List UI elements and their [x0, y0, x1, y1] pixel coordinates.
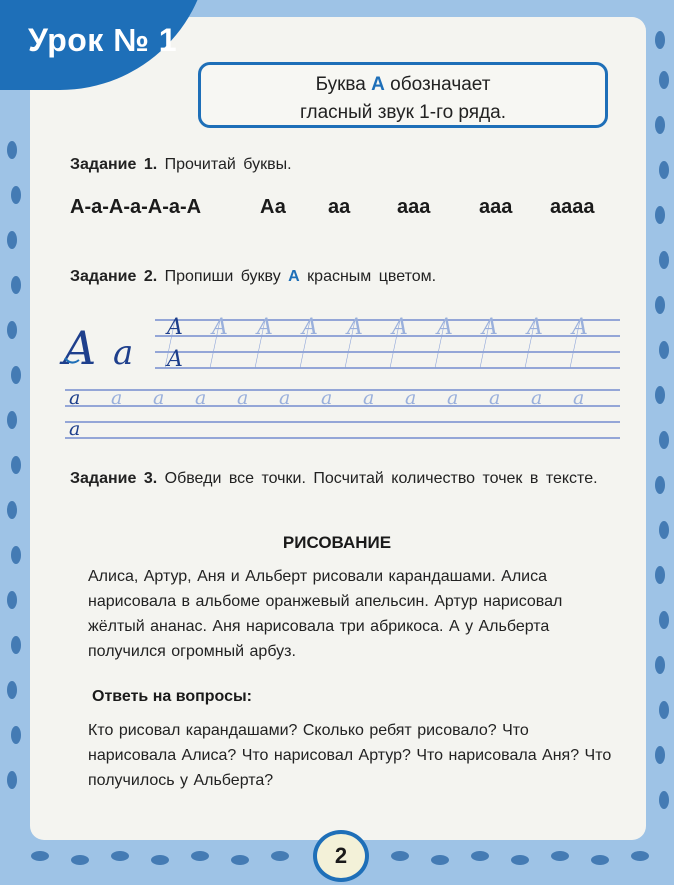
rule-line-2: гласный звук 1-го ряда.	[299, 102, 506, 123]
pattern-capital: A	[167, 315, 183, 340]
pattern-capital-trace: A	[482, 315, 498, 340]
rule-suffix: обозначает	[390, 74, 491, 95]
pattern-capital-trace: A	[302, 315, 318, 340]
task-3-text: Обведи все точки. Посчитай количество точек в тексте.	[164, 470, 598, 487]
pattern-capital-trace: A	[212, 315, 228, 340]
story-text: Алиса, Артур, Аня и Альберт рисовали карандашами. Алиса нарисовала в альбоме оранжевый апельсин. Артур нарисовал жёлтый ананас. Аня нарисовала три абрикоса. А у Альберта получился огромный арбуз.	[88, 568, 563, 660]
pattern-lower-trace: a	[447, 387, 459, 409]
pattern-lower: a	[69, 418, 81, 440]
rule-line-1	[201, 71, 605, 99]
cursive-lower-a: a	[113, 333, 134, 373]
pattern-capital-trace: A	[257, 315, 273, 340]
pattern-capital-trace: A	[392, 315, 408, 340]
pattern-capital-trace: A	[347, 315, 363, 340]
letters-item: аааа	[550, 196, 595, 218]
story-title: РИСОВАНИЕ	[282, 533, 392, 552]
task-2-label: Задание 2.	[70, 268, 158, 285]
pattern-lower-trace: a	[489, 387, 501, 409]
questions-text: Кто рисовал карандашами? Сколько ребят рисовало? Что нарисовала Алиса? Что нарисовал Артур? Что нарисовала Аня? Что получилось у Альберта?	[88, 722, 612, 789]
letters-item: ааа	[479, 196, 513, 218]
pattern-lower-trace: a	[321, 387, 333, 409]
footprints-left	[7, 141, 21, 789]
letters-item: Аа	[260, 196, 286, 218]
letters-item: аа	[328, 196, 351, 218]
letters-item: А-а-А-а-А-а-А	[70, 196, 202, 218]
pattern-capital-trace: A	[437, 315, 453, 340]
pattern-lower-trace: a	[195, 387, 207, 409]
pattern-lower-trace: a	[279, 387, 291, 409]
pattern-lower-trace: a	[363, 387, 375, 409]
task-1	[70, 156, 292, 174]
pattern-capital-trace: A	[572, 315, 588, 340]
task-2-letter: А	[288, 268, 300, 285]
pattern-lower-trace: a	[153, 387, 165, 409]
pattern-lower-trace: a	[237, 387, 249, 409]
questions-heading: Ответь на вопросы:	[92, 688, 253, 705]
task-3	[70, 467, 630, 491]
pattern-capital-trace: A	[527, 315, 543, 340]
rule-box	[198, 62, 608, 128]
task-2	[70, 268, 436, 286]
footprints-right	[655, 31, 669, 809]
task-1-label: Задание 1.	[70, 156, 158, 173]
pattern-lower-trace: a	[111, 387, 123, 409]
page-number: 2	[313, 830, 369, 882]
pattern-capital: A	[167, 347, 183, 372]
pattern-lower-trace: a	[573, 387, 585, 409]
pattern-lower-trace: a	[531, 387, 543, 409]
pattern-lower: a	[69, 387, 81, 409]
letters-item: ааа	[397, 196, 431, 218]
copybook-area	[55, 300, 625, 445]
pattern-lower-trace: a	[405, 387, 417, 409]
rule-prefix: Буква	[315, 74, 366, 95]
lesson-title: Урок № 1	[28, 22, 178, 58]
task-2-text-after: красным цветом.	[307, 268, 437, 285]
task-3-label: Задание 3.	[70, 470, 158, 487]
rule-letter: А	[371, 74, 385, 95]
task-2-text-before: Пропиши букву	[164, 268, 281, 285]
cursive-capital-a: A	[63, 321, 97, 375]
task-1-text: Прочитай буквы.	[164, 156, 292, 173]
